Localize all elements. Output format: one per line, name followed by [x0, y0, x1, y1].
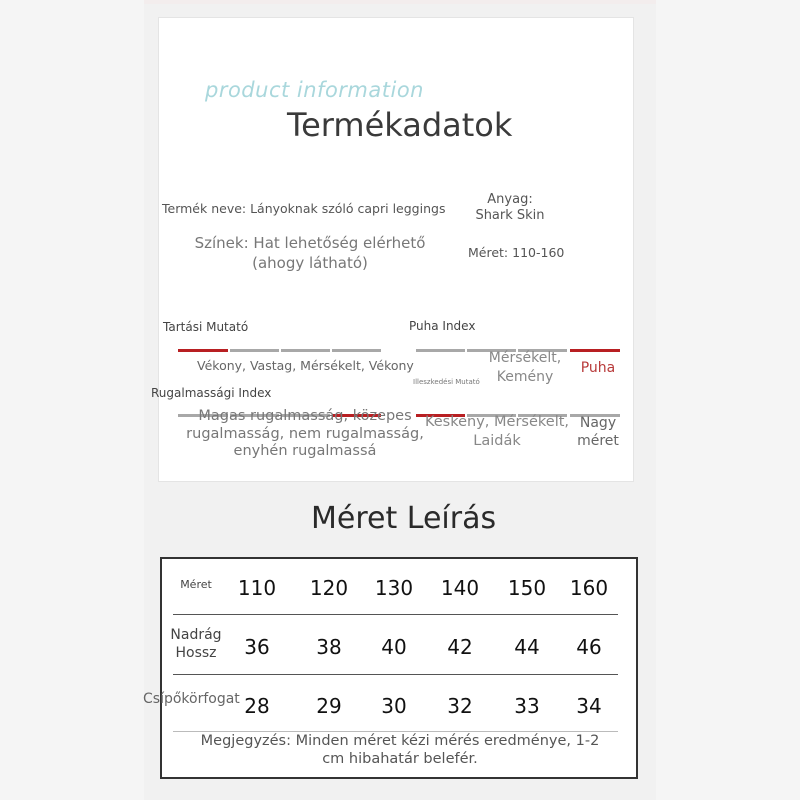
hold-index-options: Vékony, Vastag, Mérsékelt, Vékony [197, 358, 414, 373]
table-cell: 32 [447, 694, 473, 718]
table-cell: 28 [244, 694, 270, 718]
size-header-cell: 150 [507, 576, 547, 600]
fit-index-label: Illeszkedési Mutató [413, 378, 480, 386]
elastic-option-2: rugalmasság, nem rugalmasság, [186, 426, 424, 442]
size-note-line-1: Megjegyzés: Minden méret kézi mérés eredménye, 1-2 [200, 733, 600, 749]
soft-bar-1 [416, 349, 465, 352]
table-cell: 42 [447, 635, 473, 659]
table-cell: 33 [514, 694, 540, 718]
section-subtitle: product information [205, 78, 424, 102]
size-header-cell: 160 [569, 576, 609, 600]
soft-index-label: Puha Index [409, 319, 476, 333]
size-range: Méret: 110-160 [468, 245, 565, 260]
size-header-cell: 120 [309, 576, 349, 600]
hold-bar-4 [332, 349, 381, 352]
size-header-cell: 140 [440, 576, 480, 600]
table-divider [173, 731, 618, 732]
fit-highlight-1: Nagy [579, 415, 617, 431]
size-header-cell: 130 [374, 576, 414, 600]
soft-option-1: Mérsékelt, [488, 350, 562, 366]
top-strip [144, 0, 656, 4]
soft-option-2: Kemény [496, 369, 554, 385]
hold-index-label: Tartási Mutató [163, 320, 249, 334]
size-section-title: Méret Leírás [311, 501, 497, 536]
size-header-cell: 110 [237, 576, 277, 600]
elastic-option-1: Magas rugalmasság, közepes [198, 408, 412, 424]
elastic-option-3: enyhén rugalmassá [233, 443, 377, 459]
table-cell: 38 [316, 635, 342, 659]
table-cell: 30 [381, 694, 407, 718]
hold-bar-3 [281, 349, 330, 352]
fit-highlight-2: méret [577, 433, 619, 449]
table-divider [173, 614, 618, 615]
colors-line-1: Színek: Hat lehetőség elérhető [194, 234, 426, 252]
soft-bar-4 [570, 349, 620, 352]
hold-bar-1 [178, 349, 228, 352]
soft-highlight: Puha [580, 360, 616, 376]
material-value: Shark Skin [475, 208, 545, 223]
size-header-label: Méret [180, 578, 212, 591]
fit-option-2: Laidák [473, 433, 521, 449]
size-note-line-2: cm hibahatár belefér. [322, 751, 478, 767]
table-cell: 40 [381, 635, 407, 659]
table-cell: 29 [316, 694, 342, 718]
row-label-pants-length-1: Nadrág [170, 627, 222, 643]
table-cell: 46 [576, 635, 602, 659]
table-cell: 34 [576, 694, 602, 718]
material-label: Anyag: [487, 192, 533, 207]
hold-bar-2 [230, 349, 279, 352]
elastic-index-label: Rugalmassági Index [151, 386, 272, 400]
table-cell: 44 [514, 635, 540, 659]
table-divider [173, 674, 618, 675]
table-cell: 36 [244, 635, 270, 659]
row-label-hip: Csípőkörfogat [143, 691, 240, 707]
page-title: Termékadatok [287, 106, 513, 144]
row-label-pants-length-2: Hossz [175, 645, 217, 661]
product-name: Termék neve: Lányoknak szóló capri leggings [162, 201, 446, 216]
fit-option-1: Keskeny, Mérsékelt, [424, 414, 570, 430]
colors-line-2: (ahogy látható) [252, 254, 368, 272]
